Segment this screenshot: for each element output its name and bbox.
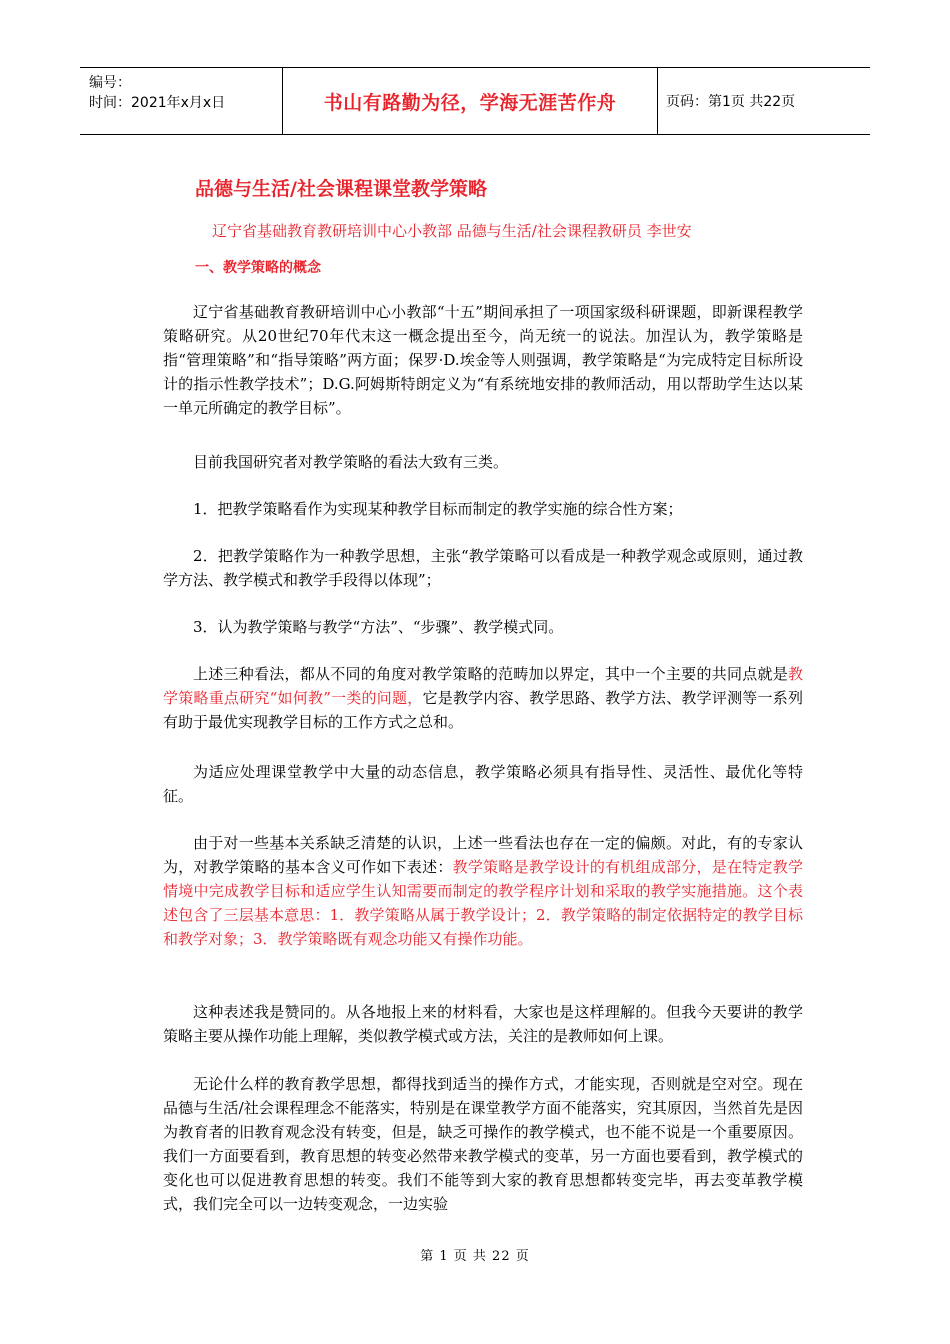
paragraph-6-text-a: 上述三种看法，都从不同的角度对教学策略的范畴加以界定，其中一个主要的共同点就是 (193, 665, 788, 683)
header-motto: 书山有路勤为径，学海无涯苦作舟 (283, 68, 658, 134)
paragraph-8 (163, 831, 803, 951)
paragraph-8-highlight: 教学策略是教学设计的有机组成部分，是在特定教学情境中完成教学目标和适应学生认知需要而制定的教学程序计划和采取的教学实施措施。这个表述包含了三层基本意思：1．教学策略从属于教学设计；2．教学策略的制定依据特定的教学目标和教学对象；3．教学策略既有观念功能又有操作功能。 (163, 858, 803, 948)
paragraph-6-text-b: 它是教学内容、教学思路、教学方法、教学评测等一系列有助于最优实现教学目标的工作方式之总和。 (163, 689, 803, 731)
section-heading: 一、教学策略的概念 (195, 260, 321, 276)
paragraph-6 (163, 662, 803, 734)
header-info-cell (80, 68, 283, 134)
paragraph-2: 目前我国研究者对教学策略的看法大致有三类。 (193, 453, 509, 471)
paragraph-8-text-a: 由于对一些基本关系缺乏清楚的认识，上述一些看法也存在一定的偏颇。对此，有的专家认为，对教学策略的基本含义可作如下表述： (163, 834, 803, 876)
paragraph-10: 无论什么样的教育教学思想，都得找到适当的操作方式，才能实现，否则就是空对空。现在品德与生活/社会课程理念不能落实，特别是在课堂教学方面不能落实，究其原因，当然首先是因为教育者的旧教育观念没有转变，但是，缺乏可操作的教学模式，也不能不说是一个重要原因。我们一方面要看到，教育思想的转变必然带来教学模式的变革，另一方面也要看到，教学模式的变化也可以促进教育思想的转变。我们不能等到大家的教育思想都转变完毕，再去变革教学模式，我们完全可以一边转变观念，一边实验 (163, 1075, 803, 1213)
paragraph-7: 为适应处理课堂教学中大量的动态信息，教学策略必须具有指导性、灵活性、最优化等特征。 (163, 763, 803, 805)
number-label: 编号： (89, 75, 131, 91)
paragraph-3: 1．把教学策略看作为实现某种教学目标而制定的教学实施的综合性方案； (193, 500, 683, 518)
paragraph-4: 2．把教学策略作为一种教学思想，主张“教学策略可以看成是一种教学观念或原则，通过教学方法、教学模式和教学手段得以体现”； (163, 547, 803, 589)
paragraph-5: 3．认为教学策略与教学“方法”、“步骤”、教学模式同。 (193, 618, 564, 636)
header-table (80, 67, 870, 135)
paragraph-1: 辽宁省基础教育教研培训中心小教部“十五”期间承担了一项国家级科研课题，即新课程教学策略研究。从20世纪70年代末这一概念提出至今，尚无统一的说法。加涅认为，教学策略是指“管理策略”和“指导策略”两方面；保罗·D.埃金等人则强调，教学策略是“为完成特定目标所设计的指示性教学技术”；D.G.阿姆斯特朗定义为“有系统地安排的教师活动，用以帮助学生达以某一单元所确定的教学目标”。 (163, 303, 803, 417)
header-page-label: 页码：第1页 共22页 (666, 94, 796, 110)
time-label: 时间：2021年x月x日 (89, 95, 226, 111)
page-footer: 第 1 页 共 22 页 (420, 1249, 530, 1264)
paragraph-9: 这种表述我是赞同的。从各地报上来的材料看，大家也是这样理解的。但我今天要讲的教学策略主要从操作功能上理解，类似教学模式或方法，关注的是教师如何上课。 (163, 1003, 803, 1045)
paragraph-6-highlight: 教学策略重点研究“如何教”一类的问题， (163, 665, 803, 707)
document-title: 品德与生活/社会课程课堂教学策略 (195, 178, 487, 200)
author-line: 辽宁省基础教育教研培训中心小教部 品德与生活/社会课程教研员 李世安 (212, 222, 692, 240)
